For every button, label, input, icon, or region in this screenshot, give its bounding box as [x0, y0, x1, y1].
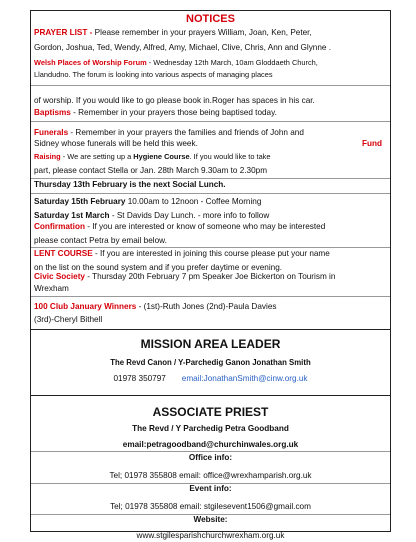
- prayer-list-text-1: Please remember in your prayers William, Joan, Ken, Peter,: [92, 28, 312, 37]
- divider: [31, 451, 390, 452]
- funerals-text-1: - Remember in your prayers the families and friends of John and: [68, 128, 304, 137]
- saturday-15-line: [34, 197, 388, 207]
- lent-course-line-2: on the list on the sound system and if you prefer daytime or evening.: [34, 263, 283, 272]
- associate-name: The Revd / Y Parchedig Petra Goodband: [132, 424, 289, 433]
- mission-email-link[interactable]: email:JonathanSmith@cinw.org.uk: [181, 374, 308, 383]
- associate-section: [31, 395, 390, 540]
- welsh-forum-label: Welsh Places of Worship Forum: [34, 58, 147, 67]
- civic-society-text-1: - Thursday 20th February 7 pm Speaker Joe Bickerton on Tourism in: [84, 272, 336, 281]
- notice-sheet: [30, 10, 391, 540]
- office-info: Tel; 01978 355808 email: office@wrexhamparish.org.uk: [109, 471, 312, 480]
- associate-email: email:petragoodband@churchinwales.org.uk: [122, 440, 299, 449]
- raising-text-1a: - We are setting up a: [60, 152, 134, 161]
- website-label: Website:: [193, 515, 228, 524]
- baptisms-text: - Remember in your prayers those being baptised today.: [70, 108, 277, 117]
- club-label: 100 Club January Winners: [34, 302, 137, 311]
- civic-society-line-2: Wrexham: [34, 284, 69, 293]
- raising-text-1c: . If you would like to take: [189, 152, 271, 161]
- saturday-1-text: - St Davids Day Lunch. - more info to follow: [109, 211, 270, 220]
- confirmation-line-2: please contact Petra by email below.: [34, 236, 167, 245]
- civic-society-label: Civic Society: [34, 272, 85, 281]
- hygiene-course-label: Hygiene Course: [133, 152, 190, 161]
- mission-contact: [31, 374, 390, 383]
- welsh-forum-text-1: - Wednesday 12th March, 10am Gloddaeth Church,: [146, 58, 318, 67]
- lent-course-text-1: - If you are interested in joining this course please put your name: [92, 249, 330, 258]
- social-lunch-line: Thursday 13th February is the next Social Lunch.: [34, 180, 226, 189]
- confirmation-line-1: [34, 222, 388, 232]
- lent-course-line-1: [34, 249, 388, 259]
- raising-line-2: part, please contact Stella or Jan. 28th March 9.30am to 2.30pm: [34, 166, 268, 175]
- mission-phone: 01978 350797: [113, 374, 166, 383]
- saturday-1-line: [34, 211, 388, 221]
- mission-title: MISSION AREA LEADER: [140, 337, 281, 351]
- divider: [31, 193, 390, 194]
- funerals-line-2: Sidney whose funerals will be held this week.: [34, 139, 198, 148]
- club-line-1: [34, 302, 388, 312]
- welsh-forum-line-3: of worship. If you would like to go please book in.Roger has spaces in his car.: [34, 96, 315, 105]
- divider: [31, 178, 390, 179]
- saturday-15-text: 10.00am to 12noon - Coffee Morning: [125, 197, 262, 206]
- fund-label: Fund: [361, 139, 382, 148]
- divider: [31, 85, 390, 86]
- saturday-1-date: Saturday 1st March: [34, 211, 110, 220]
- confirmation-text-1: - If you are interested or know of someone who may be interested: [84, 222, 326, 231]
- raising-label: Raising: [34, 152, 61, 161]
- saturday-15-date: Saturday 15th February: [34, 197, 126, 206]
- civic-society-line-1: [34, 272, 388, 282]
- event-info: Tel; 01978 355808 email: stgilesevent1506@gmail.com: [110, 502, 311, 511]
- club-line-2: (3rd)-Cheryl Bithell: [34, 315, 103, 324]
- funerals-label: Funerals: [34, 128, 69, 137]
- confirmation-label: Confirmation: [34, 222, 85, 231]
- divider: [31, 296, 390, 297]
- mission-section: [31, 329, 390, 396]
- club-text-1: - (1st)-Ruth Jones (2nd)-Paula Davies: [136, 302, 277, 311]
- divider: [31, 247, 390, 248]
- office-info-label: Office info:: [188, 453, 233, 462]
- divider: [31, 121, 390, 122]
- baptisms-label: Baptisms: [34, 108, 71, 117]
- raising-line-1: [34, 152, 388, 162]
- prayer-list-label: PRAYER LIST -: [34, 28, 93, 37]
- notices-title: NOTICES: [186, 13, 235, 25]
- event-info-label: Event info:: [189, 484, 232, 493]
- funerals-line-1: [34, 128, 388, 138]
- mission-leader-name: The Revd Canon / Y-Parchedig Ganon Jonathan Smith: [110, 358, 311, 367]
- prayer-list-line-1: [34, 28, 388, 38]
- baptisms-line: [34, 108, 388, 118]
- notices-section: [31, 11, 390, 330]
- prayer-list-line-2: Gordon, Joshua, Ted, Wendy, Alfred, Amy, Michael, Clive, Chris, Ann and Glynne .: [34, 43, 332, 52]
- welsh-forum-line-1: [34, 58, 388, 68]
- website-link[interactable]: www.stgilesparishchurchwrexham.org.uk: [136, 531, 285, 540]
- lent-course-label: LENT COURSE: [34, 249, 93, 258]
- welsh-forum-line-2: Llandudno. The forum is looking into various aspects of managing places: [34, 70, 273, 79]
- associate-title: ASSOCIATE PRIEST: [152, 405, 269, 419]
